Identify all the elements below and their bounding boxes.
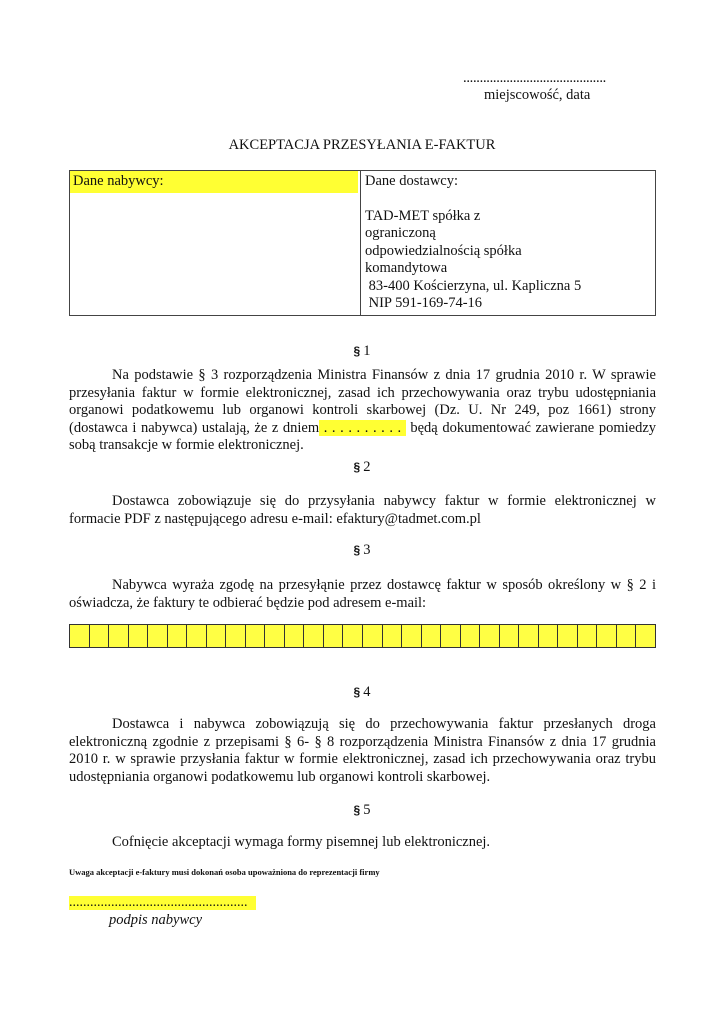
email-char-cell[interactable] xyxy=(461,625,481,647)
signature-field[interactable]: ................................................... xyxy=(69,896,256,910)
email-char-cell[interactable] xyxy=(617,625,637,647)
buyer-email-input-grid[interactable] xyxy=(69,624,656,648)
supplier-line: TAD-MET spółka z xyxy=(365,207,481,224)
section-1-text-part: będą dokumentować zawierane pomiedzy sobą transakcje w formie elektronicznej. xyxy=(69,419,656,453)
section-number: 5 xyxy=(363,802,371,818)
supplier-line: odpowiedzialnością spółka xyxy=(365,242,522,259)
section-4-text: Dostawca i nabywca zobowiązują się do przechowywania faktur przesłanych droga elektroniczną zgodnie z przepisami § 6- § 8 rozporządzenia Ministra Finansów z dnia 17 grudnia 2010 r. w sprawie przysłania faktur w formie elektronicznej, zasad ich przechowywania oraz trybu udostępniania organowi podatkowemu lub organowi kontroli skarbowej. xyxy=(69,716,656,785)
email-char-cell[interactable] xyxy=(304,625,324,647)
buyer-cell[interactable] xyxy=(70,171,361,316)
email-char-cell[interactable] xyxy=(402,625,422,647)
section-sign: § xyxy=(353,460,361,474)
authorization-note: Uwaga akceptacji e-faktury musi dokonań osoba upoważniona do reprezentacji firmy xyxy=(69,867,380,877)
signature-label: podpis nabywcy xyxy=(109,912,203,928)
supplier-label: Dane dostawcy: xyxy=(365,173,459,189)
supplier-line: NIP 591-169-74-16 xyxy=(365,295,483,311)
section-3-heading xyxy=(0,542,724,559)
section-4-heading xyxy=(0,684,724,701)
start-date-field[interactable]: . . . . . . . . . . xyxy=(319,419,406,436)
email-char-cell[interactable] xyxy=(187,625,207,647)
section-number: 4 xyxy=(363,684,371,700)
email-char-cell[interactable] xyxy=(597,625,617,647)
section-3-text: Nabywca wyraża zgodę na przesyłąnie przez dostawcę faktur w sposób określony w § 2 i oświadcza, że faktury te odbierać będzie pod adresem e-mail: xyxy=(69,577,656,611)
section-2-text: Dostawca zobowiązuje się do przysyłania nabywcy faktur w formie elektronicznej w formacie PDF z następującego adresu e-mail: efaktury@tadmet.com.pl xyxy=(69,493,656,527)
email-char-cell[interactable] xyxy=(422,625,442,647)
email-char-cell[interactable] xyxy=(90,625,110,647)
email-char-cell[interactable] xyxy=(207,625,227,647)
section-number: 3 xyxy=(363,542,371,558)
email-char-cell[interactable] xyxy=(558,625,578,647)
email-char-cell[interactable] xyxy=(480,625,500,647)
place-date-dots[interactable]: ........................................... xyxy=(463,70,606,86)
email-char-cell[interactable] xyxy=(324,625,344,647)
email-char-cell[interactable] xyxy=(70,625,90,647)
buyer-label: Dane nabywcy: xyxy=(70,171,358,193)
email-char-cell[interactable] xyxy=(168,625,188,647)
email-char-cell[interactable] xyxy=(109,625,129,647)
parties-table xyxy=(69,170,656,316)
section-2-heading xyxy=(0,459,724,476)
email-char-cell[interactable] xyxy=(226,625,246,647)
supplier-line: komandytowa xyxy=(365,260,448,276)
supplier-line: ograniczoną xyxy=(365,225,436,241)
section-sign: § xyxy=(353,685,361,699)
section-5-text: Cofnięcie akceptacji wymaga formy pisemnej lub elektronicznej. xyxy=(112,834,491,850)
supplier-line: 83-400 Kościerzyna, ul. Kapliczna 5 xyxy=(365,277,582,294)
section-1-text xyxy=(69,367,656,455)
email-char-cell[interactable] xyxy=(539,625,559,647)
section-5-heading xyxy=(0,802,724,819)
email-char-cell[interactable] xyxy=(441,625,461,647)
email-char-cell[interactable] xyxy=(383,625,403,647)
email-char-cell[interactable] xyxy=(500,625,520,647)
email-char-cell[interactable] xyxy=(363,625,383,647)
section-1-heading xyxy=(0,343,724,360)
section-sign: § xyxy=(353,803,361,817)
email-char-cell[interactable] xyxy=(129,625,149,647)
section-sign: § xyxy=(353,543,361,557)
section-sign: § xyxy=(353,344,361,358)
email-char-cell[interactable] xyxy=(636,625,655,647)
email-char-cell[interactable] xyxy=(578,625,598,647)
email-char-cell[interactable] xyxy=(246,625,266,647)
email-char-cell[interactable] xyxy=(519,625,539,647)
email-char-cell[interactable] xyxy=(343,625,363,647)
section-number: 1 xyxy=(363,343,371,359)
section-1-text-part: Na podstawie § 3 rozporządzenia Ministra Finansów z dnia 17 grudnia 2010 r. W sprawie przesyłania faktur w formie elektronicznej, zasad ich przechowywania oraz trybu udostępniania organowi podatkowemu lub organowi kontroli skarbowej (Dz. U. Nr 249, poz 1661) strony (dostawca i nabywca) ustalają, że z dniem xyxy=(69,367,656,436)
email-char-cell[interactable] xyxy=(265,625,285,647)
email-char-cell[interactable] xyxy=(285,625,305,647)
email-char-cell[interactable] xyxy=(148,625,168,647)
section-number: 2 xyxy=(363,459,371,475)
place-date-label: miejscowość, data xyxy=(484,87,591,103)
supplier-cell xyxy=(361,171,656,316)
document-title: AKCEPTACJA PRZESYŁANIA E-FAKTUR xyxy=(228,137,496,153)
